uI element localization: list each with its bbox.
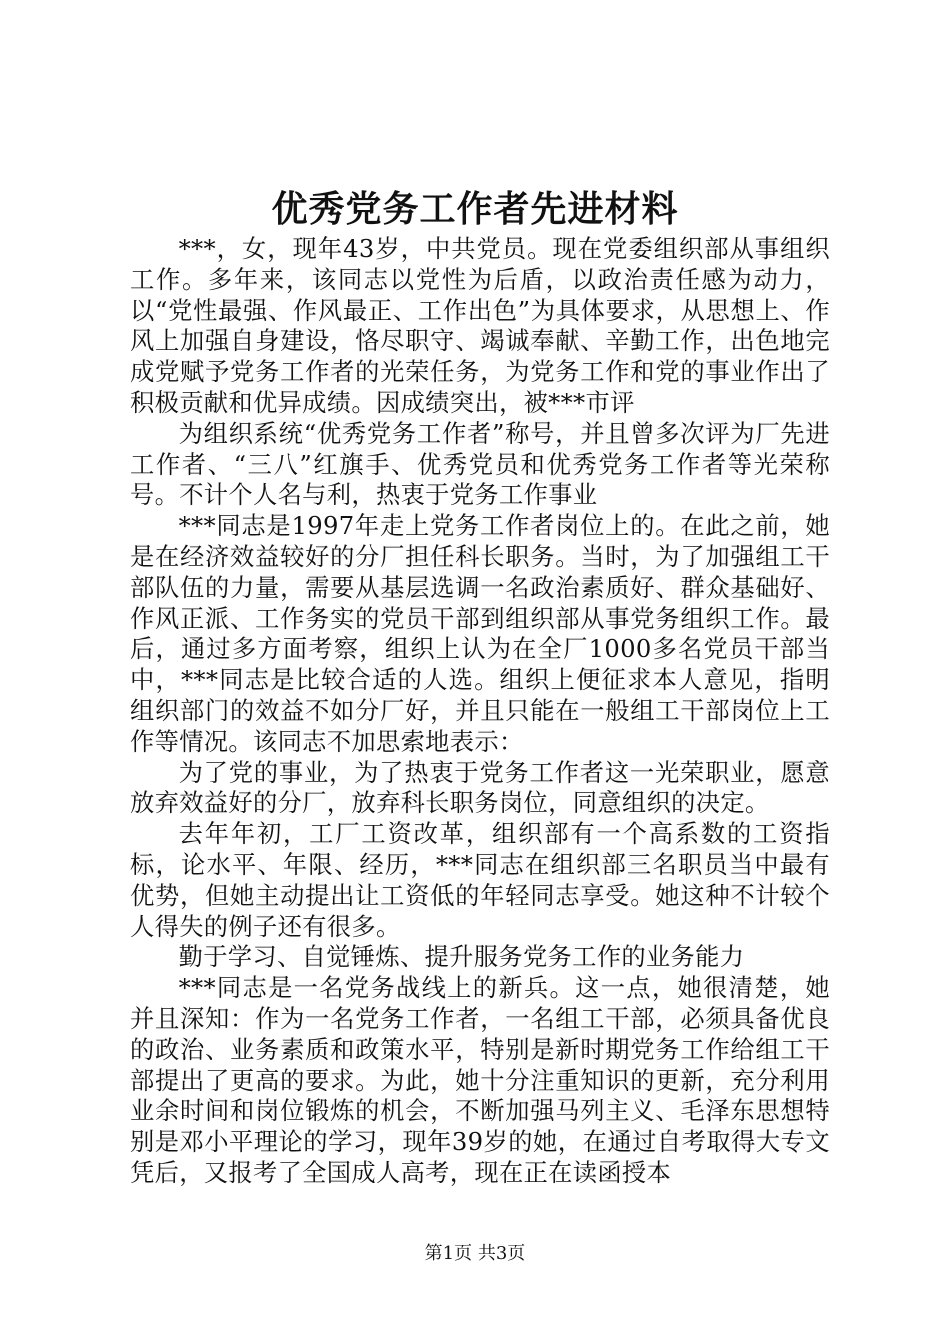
page-number-footer: 第1页 共3页 [424, 1243, 526, 1264]
paragraph-6: ***同志是一名党务战线上的新兵。这一点，她很清楚，她并且深知：作为一名党务工作者，一名组工干部，必须具备优良的政治、业务素质和政策水平，特别是新时期党务工作给组工干部提出了更高的要求。为此，她十分注重知识的更新，充分利用业余时间和岗位锻炼的机会，不断加强马列主义、毛泽东思想特别是邓小平理论的学习，现年39岁的她，在通过自考取得大专文凭后，又报考了全国成人高考，现在正在读函授本 [130, 973, 830, 1187]
paragraph-5: 去年年初，工厂工资改革，组织部有一个高系数的工资指标，论水平、年限、经历，***同志在组织部三名职员当中最有优势，但她主动提出让工资低的年轻同志享受。她这种不计较个人得失的例子还有很多。 [130, 819, 830, 941]
document-body [130, 234, 830, 1189]
paragraph-3: ***同志是1997年走上党务工作者岗位上的。在此之前，她是在经济效益较好的分厂担任科长职务。当时，为了加强组工干部队伍的力量，需要从基层选调一名政治素质好、群众基础好、作风正派、工作务实的党员干部到组织部从事党务组织工作。最后，通过多方面考察，组织上认为在全厂1000多名党员干部当中，***同志是比较合适的人选。组织上便征求本人意见，指明组织部门的效益不如分厂好，并且只能在一般组工干部岗位上工作等情况。该同志不加思索地表示： [130, 511, 830, 756]
paragraph-1: ***，女，现年43岁，中共党员。现在党委组织部从事组织工作。多年来，该同志以党性为后盾，以政治责任感为动力，以“党性最强、作风最正、工作出色”为具体要求，从思想上、作风上加强自身建设，恪尽职守、竭诚奉献、辛勤工作，出色地完成党赋予党务工作者的光荣任务，为党务工作和党的事业作出了积极贡献和优异成绩。因成绩突出，被***市评 [130, 234, 830, 417]
paragraph-2: 为组织系统“优秀党务工作者”称号，并且曾多次评为厂先进工作者、“三八”红旗手、优秀党员和优秀党务工作者等光荣称号。不计个人名与利，热衷于党务工作事业 [130, 418, 830, 510]
document-title: 优秀党务工作者先进材料 [271, 188, 679, 230]
paragraph-4: 为了党的事业，为了热衷于党务工作者这一光荣职业，愿意放弃效益好的分厂，放弃科长职务岗位，同意组织的决定。 [130, 757, 830, 818]
section-heading: 勤于学习、自觉锤炼、提升服务党务工作的业务能力 [178, 942, 745, 972]
